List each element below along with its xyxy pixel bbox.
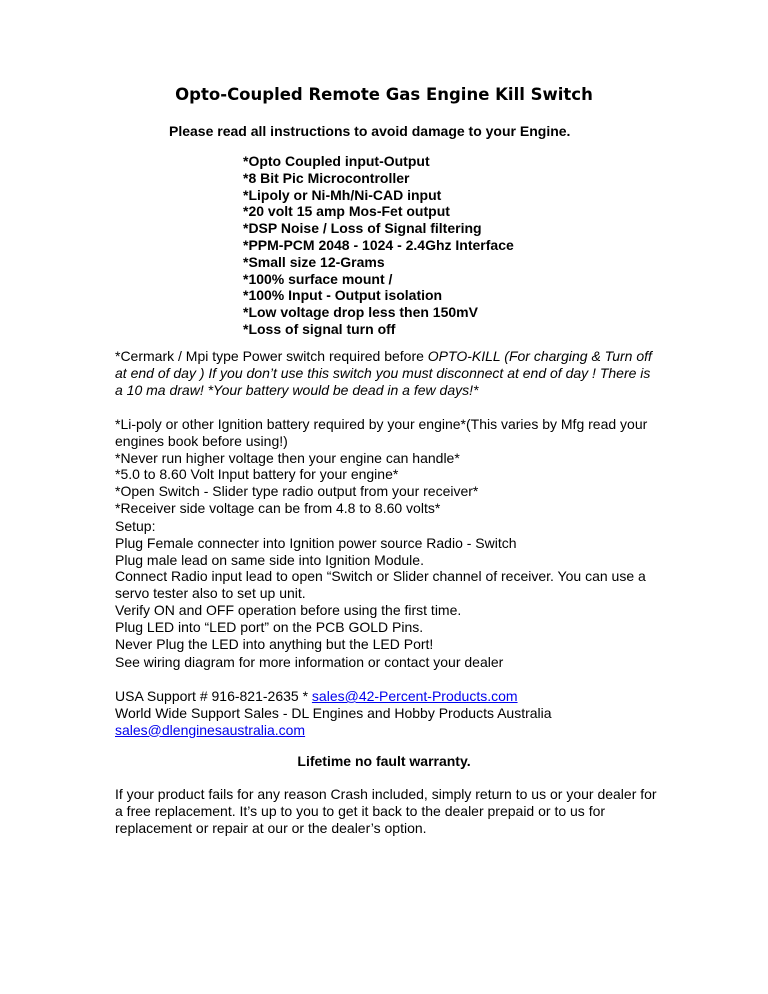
requirement-item: *Receiver side voltage can be from 4.8 to 8.60 volts* [115,499,441,516]
requirement-item: *5.0 to 8.60 Volt Input battery for your engine* [115,466,399,483]
setup-step: Verify ON and OFF operation before using the first time. [115,601,462,618]
setup-step: Plug male lead on same side into Ignition Module. [115,551,424,568]
feature-item: *DSP Noise / Loss of Signal filtering [243,220,482,237]
usa-support-label: USA Support # 916-821-2635 * [115,688,312,704]
setup-step: Never Plug the LED into anything but the LED Port! [115,635,434,652]
world-support-email-link[interactable]: sales@dlenginesaustralia.com [115,721,306,738]
feature-item: *Lipoly or Ni-Mh/Ni-CAD input [243,186,442,203]
world-support-label: World Wide Support Sales - DL Engines and Hobby Products Australia [115,704,552,721]
feature-item: *Loss of signal turn off [243,320,396,337]
wiring-note [115,654,660,671]
feature-item: *8 Bit Pic Microcontroller [243,169,410,186]
requirement-item: *Never run higher voltage then your engine can handle* [115,449,460,466]
warranty-heading: Lifetime no fault warranty. [297,753,471,769]
feature-item: *20 volt 15 amp Mos-Fet output [243,203,450,220]
feature-item: *Opto Coupled input-Output [243,153,430,169]
requirement-item: *Open Switch - Slider type radio output from your receiver* [115,483,479,500]
setup-step: Plug LED into “LED port” on the PCB GOLD Pins. [115,618,424,635]
setup-heading: Setup: [115,518,156,534]
warranty-section [115,786,660,836]
feature-item: *100% Input - Output isolation [243,287,443,304]
feature-item: *PPM-PCM 2048 - 1024 - 2.4Ghz Interface [243,236,514,253]
warranty-text: If your product fails for any reason Crash included, simply return to us or your dealer for a free replacement. It’s up to you to get it back to the dealer prepaid or to us for replacement or repair at our or the dealer’s option. [115,786,657,836]
power-switch-note [115,348,660,398]
feature-item: *Low voltage drop less then 150mV [243,304,478,321]
setup-step: Plug Female connecter into Ignition power source Radio - Switch [115,534,517,551]
wiring-note-text: See wiring diagram for more information or contact your dealer [115,654,504,670]
page-title: Opto-Coupled Remote Gas Engine Kill Switch [175,85,593,104]
requirements-section [115,416,660,517]
setup-step: Connect Radio input lead to open “Switch or Slider channel of receiver. You can use a servo tester also to set up unit. [115,568,646,602]
setup-section [115,518,660,652]
feature-list [243,153,514,338]
usa-support-email-link[interactable]: sales@42-Percent-Products.com [311,688,518,704]
power-note-lead: *Cermark / Mpi type Power switch required before [115,348,428,364]
support-section [115,688,660,738]
feature-item: *100% surface mount / [243,270,393,287]
feature-item: *Small size 12-Grams [243,253,385,270]
requirement-item: *Li-poly or other Ignition battery required by your engine*(This varies by Mfg read your engines book before using!) [115,416,648,449]
power-note-italic: OPTO-KILL (For charging & Turn off at end of day ) If you don’t use this switch you must disconnect at end of day ! There is a 10 ma draw! *Your battery would be dead in a few days!* [115,348,652,398]
instructions-subtitle: Please read all instructions to avoid damage to your Engine. [169,123,571,139]
